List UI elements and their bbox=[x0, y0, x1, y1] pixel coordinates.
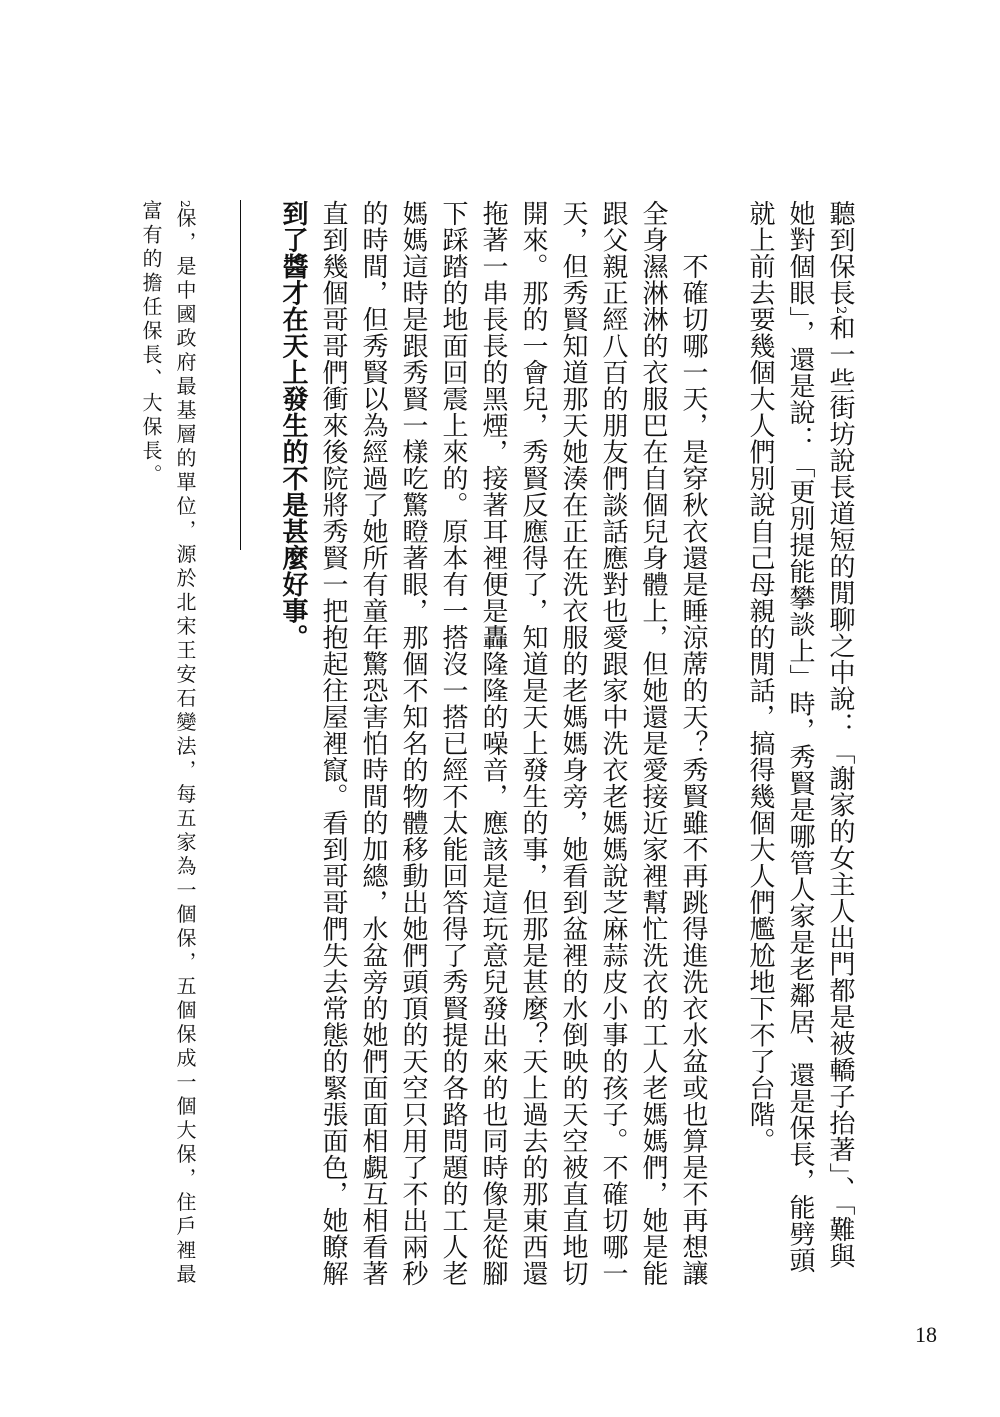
text-run: 和一些街坊說長道短的閒聊之中說：「謝家的女主人出門都是被轎子抬著」、「難與 bbox=[825, 314, 855, 1270]
text-run: 聽到保長 bbox=[825, 200, 855, 306]
text-column-6: 跟父親正經八百的朋友們談話應對也愛跟家中洗衣老媽媽說芝麻蒜皮小事的孩子。不確切哪一 bbox=[598, 200, 628, 1287]
footnote-text: 保，是中國政府最基層的單位，源於北宋王安石變法，每五家為一個保，五個保成一個大保，住戶裡最 bbox=[173, 207, 197, 1288]
text-column-8: 開來。那的一會兒，秀賢反應得了，知道是天上發生的事，但那是甚麼？天上過去的那東西還 bbox=[518, 200, 548, 1287]
text-column-14: 到了醬才在天上發生的不是甚麼好事。 bbox=[278, 200, 308, 651]
text-column-2: 她對個眼」，還是說：「更別提能攀談上」時，秀賢是哪管人家是老鄰居、還是保長，能劈頭 bbox=[785, 200, 815, 1274]
footnote-line-1 bbox=[170, 200, 200, 1288]
text-column-7: 天，但秀賢知道那天她湊在正在洗衣服的老媽媽身旁，她看到盆裡的水倒映的天空被直直地切 bbox=[558, 200, 588, 1287]
text-column-1 bbox=[820, 200, 860, 1269]
text-column-10: 下踩踏的地面回震上來的。原本有一搭沒一搭已經不太能回答得了秀賢提的各路問題的工人老 bbox=[438, 200, 468, 1287]
text-column-5: 全身濕淋淋的衣服巴在自個兒身體上，但她還是愛接近家裡幫忙洗衣的工人老媽媽們，她是能 bbox=[638, 200, 668, 1287]
page-number: 18 bbox=[915, 1322, 937, 1347]
footnote-reference: 2 bbox=[833, 306, 848, 315]
footnote-divider bbox=[240, 200, 241, 550]
text-column-3: 就上前去要幾個大人們別說自己母親的閒話，搞得幾個大人們尷尬地下不了台階。 bbox=[745, 200, 775, 1154]
text-column-11: 媽媽這時是跟秀賢一樣吃驚瞪著眼，那個不知名的物體移動出她們頭頂的天空只用了不出兩秒 bbox=[398, 200, 428, 1287]
text-column-13: 直到幾個哥哥們衝來後院將秀賢一把抱起往屋裡竄。看到哥哥們失去常態的緊張面色，她瞭解 bbox=[318, 200, 348, 1287]
footnote-line-2: 富有的擔任保長、大保長。 bbox=[139, 200, 163, 488]
text-column-12: 的時間，但秀賢以為經過了她所有童年驚恐害怕時間的加總，水盆旁的她們面面相覷互相看著 bbox=[358, 200, 388, 1287]
footnote-mark: 2 bbox=[178, 200, 192, 208]
text-column-4: 不確切哪一天，是穿秋衣還是睡涼蓆的天？秀賢雖不再跳得進洗衣水盆或也算是不再想讓 bbox=[678, 200, 708, 1287]
text-column-9: 拖著一串長長的黑煙，接著耳裡便是轟隆隆的噪音，應該是這玩意兒發出來的也同時像是從腳 bbox=[478, 200, 508, 1287]
